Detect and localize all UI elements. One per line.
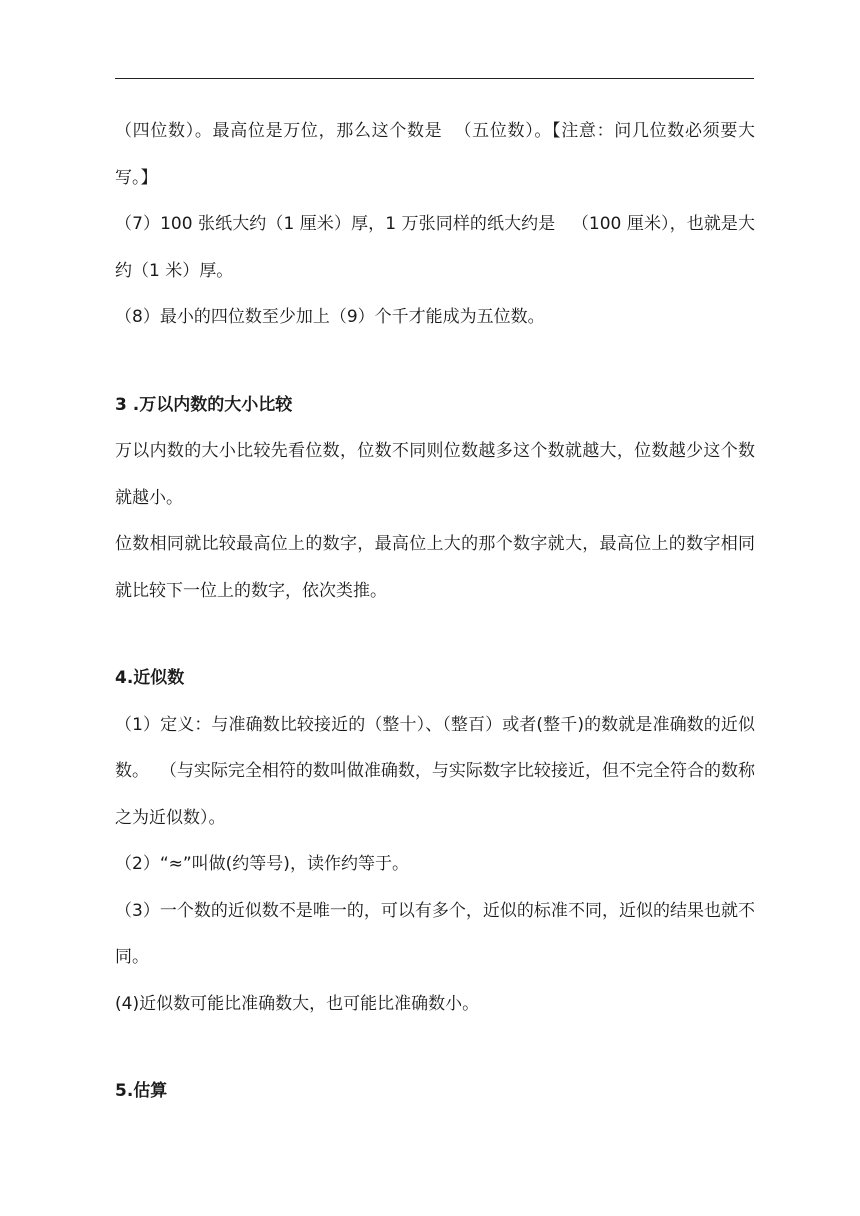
paragraph: （7）100 张纸大约（1 厘米）厚，1 万张同样的纸大约是 （100 厘米），也就是大约（1 米）厚。 [115,214,755,281]
section-heading-5: 5.估算 [115,1081,168,1101]
section-heading-3: 3 .万以内数的大小比较 [115,394,293,415]
section-gap [115,1027,755,1068]
section-gap [115,614,755,655]
paragraph: 万以内数的大小比较先看位数，位数不同则位数越多这个数就越大，位数越少这个数就越小。 [115,441,755,508]
paragraph: （3）一个数的近似数不是唯一的，可以有多个，近似的标准不同，近似的结果也就不同。 [115,900,755,967]
paragraph: (4)近似数可能比准确数大，也可能比准确数小。 [115,993,480,1014]
paragraph: （8）最小的四位数至少加上（9）个千才能成为五位数。 [115,307,545,327]
paragraph: （1）定义：与准确数比较接近的（整十）、（整百）或者(整千)的数就是准确数的近似数。 （与实际完全相符的数叫做准确数，与实际数字比较接近，但不完全符合的数称之为近似数）。 [115,714,755,828]
paragraph: 位数相同就比较最高位上的数字，最高位上大的那个数字就大，最高位上的数字相同就比较下一位上的数字，依次类推。 [115,534,755,601]
header-rule [115,78,754,79]
section-gap [115,341,755,382]
paragraph: （四位数）。最高位是万位，那么这个数是 （五位数）。【注意：问几位数必须要大写。】 [115,121,755,188]
section-heading-4: 4.近似数 [115,668,185,688]
document-body [115,108,755,1115]
paragraph: （2）“≈”叫做(约等号)，读作约等于。 [115,854,409,874]
